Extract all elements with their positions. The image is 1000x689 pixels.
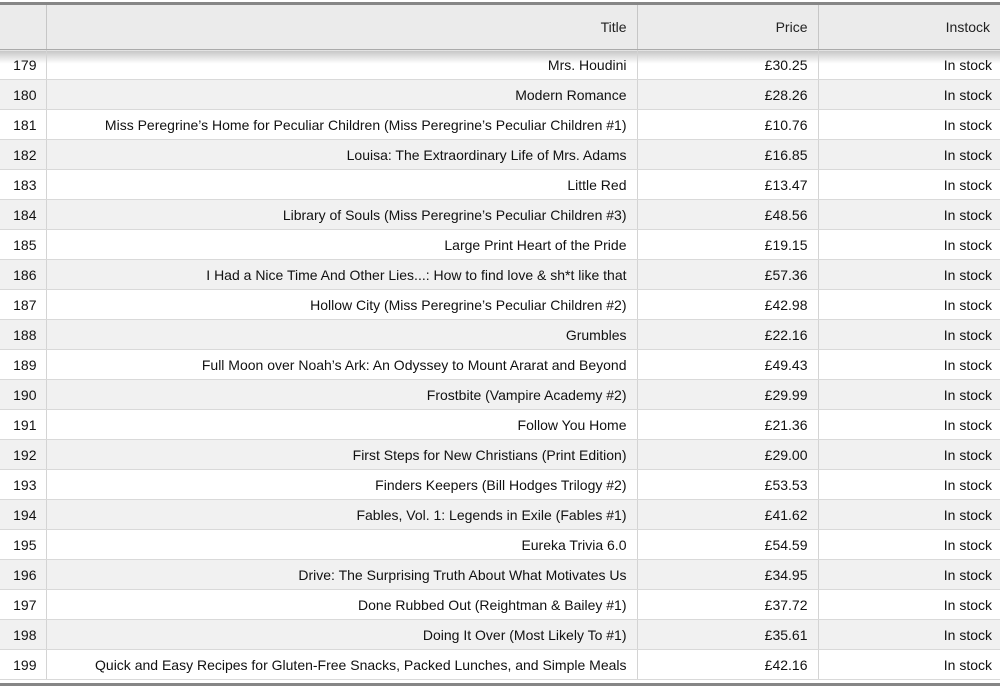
cell-price: £13.47 bbox=[637, 170, 818, 200]
cell-title: Eureka Trivia 6.0 bbox=[46, 530, 637, 560]
cell-index: 196 bbox=[0, 560, 46, 590]
header-cell-title: Title bbox=[46, 5, 637, 50]
table-row bbox=[0, 200, 1000, 230]
cell-instock: In stock bbox=[818, 170, 1000, 200]
table-row bbox=[0, 50, 1000, 80]
cell-title: Large Print Heart of the Pride bbox=[46, 230, 637, 260]
header-cell-price: Price bbox=[637, 5, 818, 50]
table-row bbox=[0, 620, 1000, 650]
cell-title: Full Moon over Noah’s Ark: An Odyssey to Mount Ararat and Beyond bbox=[46, 350, 637, 380]
cell-index: 184 bbox=[0, 200, 46, 230]
table-row bbox=[0, 230, 1000, 260]
cell-instock: In stock bbox=[818, 410, 1000, 440]
cell-price: £29.00 bbox=[637, 440, 818, 470]
cell-instock: In stock bbox=[818, 260, 1000, 290]
table-bottom-border bbox=[0, 683, 1000, 686]
cell-title: Finders Keepers (Bill Hodges Trilogy #2) bbox=[46, 470, 637, 500]
cell-index: 185 bbox=[0, 230, 46, 260]
header-row bbox=[0, 5, 1000, 50]
cell-title: Miss Peregrine’s Home for Peculiar Children (Miss Peregrine’s Peculiar Children #1) bbox=[46, 110, 637, 140]
cell-index: 198 bbox=[0, 620, 46, 650]
header-cell-index bbox=[0, 5, 46, 50]
cell-price: £35.61 bbox=[637, 620, 818, 650]
cell-index: 179 bbox=[0, 50, 46, 80]
cell-instock: In stock bbox=[818, 320, 1000, 350]
cell-price: £30.25 bbox=[637, 50, 818, 80]
cell-title: Modern Romance bbox=[46, 80, 637, 110]
cell-title: Doing It Over (Most Likely To #1) bbox=[46, 620, 637, 650]
cell-title: Louisa: The Extraordinary Life of Mrs. Adams bbox=[46, 140, 637, 170]
cell-index: 181 bbox=[0, 110, 46, 140]
table-row bbox=[0, 320, 1000, 350]
cell-index: 190 bbox=[0, 380, 46, 410]
cell-instock: In stock bbox=[818, 350, 1000, 380]
table-row bbox=[0, 650, 1000, 680]
table-row bbox=[0, 110, 1000, 140]
cell-price: £48.56 bbox=[637, 200, 818, 230]
cell-title: Library of Souls (Miss Peregrine’s Peculiar Children #3) bbox=[46, 200, 637, 230]
cell-title: Grumbles bbox=[46, 320, 637, 350]
table-row bbox=[0, 380, 1000, 410]
cell-instock: In stock bbox=[818, 110, 1000, 140]
table-body bbox=[0, 50, 1000, 680]
cell-title: Frostbite (Vampire Academy #2) bbox=[46, 380, 637, 410]
cell-index: 195 bbox=[0, 530, 46, 560]
cell-price: £21.36 bbox=[637, 410, 818, 440]
cell-index: 183 bbox=[0, 170, 46, 200]
table-row bbox=[0, 440, 1000, 470]
table-row bbox=[0, 290, 1000, 320]
cell-title: Little Red bbox=[46, 170, 637, 200]
cell-instock: In stock bbox=[818, 290, 1000, 320]
cell-instock: In stock bbox=[818, 140, 1000, 170]
cell-instock: In stock bbox=[818, 500, 1000, 530]
cell-instock: In stock bbox=[818, 470, 1000, 500]
cell-index: 189 bbox=[0, 350, 46, 380]
cell-price: £10.76 bbox=[637, 110, 818, 140]
cell-price: £34.95 bbox=[637, 560, 818, 590]
cell-instock: In stock bbox=[818, 620, 1000, 650]
books-table[interactable] bbox=[0, 5, 1000, 680]
cell-title: Quick and Easy Recipes for Gluten-Free Snacks, Packed Lunches, and Simple Meals bbox=[46, 650, 637, 680]
table-row bbox=[0, 260, 1000, 290]
cell-instock: In stock bbox=[818, 200, 1000, 230]
cell-title: Mrs. Houdini bbox=[46, 50, 637, 80]
cell-index: 186 bbox=[0, 260, 46, 290]
cell-title: Done Rubbed Out (Reightman & Bailey #1) bbox=[46, 590, 637, 620]
cell-price: £22.16 bbox=[637, 320, 818, 350]
cell-price: £29.99 bbox=[637, 380, 818, 410]
cell-index: 199 bbox=[0, 650, 46, 680]
table-top-border bbox=[0, 2, 1000, 5]
cell-index: 192 bbox=[0, 440, 46, 470]
cell-price: £57.36 bbox=[637, 260, 818, 290]
cell-instock: In stock bbox=[818, 80, 1000, 110]
cell-index: 180 bbox=[0, 80, 46, 110]
cell-title: Follow You Home bbox=[46, 410, 637, 440]
cell-price: £42.98 bbox=[637, 290, 818, 320]
cell-index: 191 bbox=[0, 410, 46, 440]
cell-instock: In stock bbox=[818, 560, 1000, 590]
table-row bbox=[0, 350, 1000, 380]
cell-title: First Steps for New Christians (Print Edition) bbox=[46, 440, 637, 470]
cell-instock: In stock bbox=[818, 530, 1000, 560]
cell-price: £41.62 bbox=[637, 500, 818, 530]
cell-index: 182 bbox=[0, 140, 46, 170]
cell-price: £54.59 bbox=[637, 530, 818, 560]
table-row bbox=[0, 590, 1000, 620]
cell-title: Hollow City (Miss Peregrine’s Peculiar Children #2) bbox=[46, 290, 637, 320]
cell-instock: In stock bbox=[818, 50, 1000, 80]
cell-title: Drive: The Surprising Truth About What Motivates Us bbox=[46, 560, 637, 590]
cell-instock: In stock bbox=[818, 440, 1000, 470]
cell-instock: In stock bbox=[818, 230, 1000, 260]
cell-price: £37.72 bbox=[637, 590, 818, 620]
table-header bbox=[0, 5, 1000, 50]
table-row bbox=[0, 470, 1000, 500]
table-row bbox=[0, 500, 1000, 530]
cell-index: 197 bbox=[0, 590, 46, 620]
cell-instock: In stock bbox=[818, 380, 1000, 410]
cell-price: £53.53 bbox=[637, 470, 818, 500]
table-row bbox=[0, 170, 1000, 200]
cell-price: £19.15 bbox=[637, 230, 818, 260]
cell-price: £42.16 bbox=[637, 650, 818, 680]
table-row bbox=[0, 560, 1000, 590]
cell-index: 188 bbox=[0, 320, 46, 350]
cell-index: 187 bbox=[0, 290, 46, 320]
cell-index: 194 bbox=[0, 500, 46, 530]
cell-instock: In stock bbox=[818, 590, 1000, 620]
cell-title: I Had a Nice Time And Other Lies...: How to find love & sh*t like that bbox=[46, 260, 637, 290]
cell-title: Fables, Vol. 1: Legends in Exile (Fables #1) bbox=[46, 500, 637, 530]
table-row bbox=[0, 530, 1000, 560]
table-row bbox=[0, 140, 1000, 170]
header-cell-instock: Instock bbox=[818, 5, 1000, 50]
cell-price: £49.43 bbox=[637, 350, 818, 380]
cell-instock: In stock bbox=[818, 650, 1000, 680]
table-row bbox=[0, 410, 1000, 440]
cell-index: 193 bbox=[0, 470, 46, 500]
cell-price: £28.26 bbox=[637, 80, 818, 110]
table-row bbox=[0, 80, 1000, 110]
cell-price: £16.85 bbox=[637, 140, 818, 170]
